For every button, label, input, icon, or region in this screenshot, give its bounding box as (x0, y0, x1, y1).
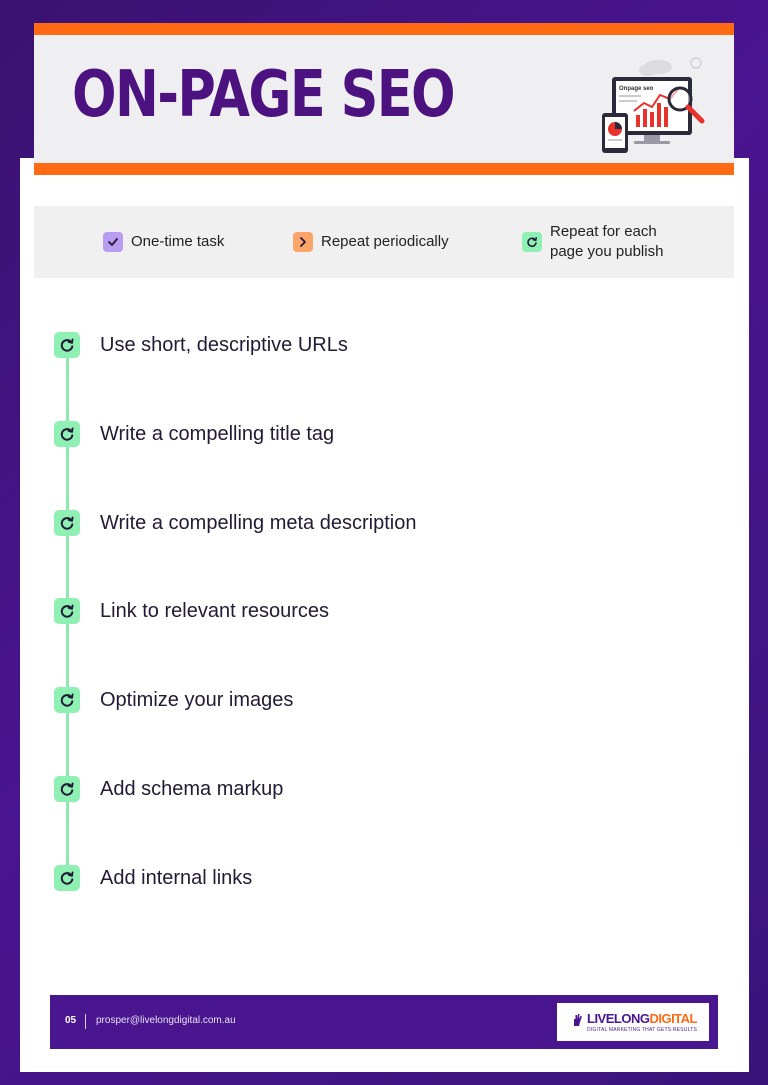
legend-label (550, 222, 663, 262)
refresh-icon (522, 232, 542, 252)
check-icon (103, 232, 123, 252)
task-label: Link to relevant resources (100, 599, 330, 622)
task-item (54, 598, 329, 624)
task-item (54, 421, 334, 447)
legend-label-line1: Repeat for each (550, 223, 657, 240)
illustration-text: Onpage seo (619, 86, 654, 92)
refresh-icon (54, 865, 80, 891)
task-label: Write a compelling title tag (100, 422, 335, 445)
task-label: Optimize your images (100, 688, 294, 711)
footer-divider (85, 1014, 86, 1029)
task-label: Use short, descriptive URLs (100, 333, 348, 356)
header-banner (34, 23, 734, 175)
legend-repeat-each-page (522, 222, 663, 262)
task-item (54, 776, 283, 802)
legend-bar (34, 206, 734, 278)
legend-label-line2: page you publish (550, 243, 664, 260)
legend-repeat-periodically (293, 232, 449, 252)
task-item (54, 865, 252, 891)
legend-label: One-time task (131, 233, 225, 250)
refresh-icon (54, 332, 80, 358)
logo-tagline: DIGITAL MARKETING THAT GETS RESULTS (587, 1027, 697, 1033)
task-label: Write a compelling meta description (100, 511, 417, 534)
task-item (54, 332, 348, 358)
task-label: Add internal links (100, 866, 253, 889)
company-logo (557, 1003, 709, 1041)
task-item (54, 687, 293, 713)
footer-bar (50, 995, 718, 1049)
chevron-right-icon (293, 232, 313, 252)
refresh-icon (54, 510, 80, 536)
page-number: 05 (65, 1015, 77, 1026)
hand-logo-icon (572, 1013, 583, 1027)
task-item (54, 510, 416, 536)
legend-one-time (103, 232, 224, 252)
page-title: ON-PAGE SEO (72, 58, 454, 132)
refresh-icon (54, 687, 80, 713)
logo-text-digital: DIGITAL (649, 1011, 697, 1026)
refresh-icon (54, 421, 80, 447)
refresh-icon (54, 598, 80, 624)
logo-text-livelong: LIVELONG (587, 1011, 650, 1026)
header-top-stripe (34, 23, 734, 35)
task-label: Add schema markup (100, 777, 284, 800)
refresh-icon (54, 776, 80, 802)
legend-label: Repeat periodically (321, 233, 449, 250)
header-bottom-stripe (34, 163, 734, 175)
footer-email-link[interactable]: prosper@livelongdigital.com.au (96, 1015, 236, 1026)
seo-analytics-illustration (600, 51, 712, 161)
